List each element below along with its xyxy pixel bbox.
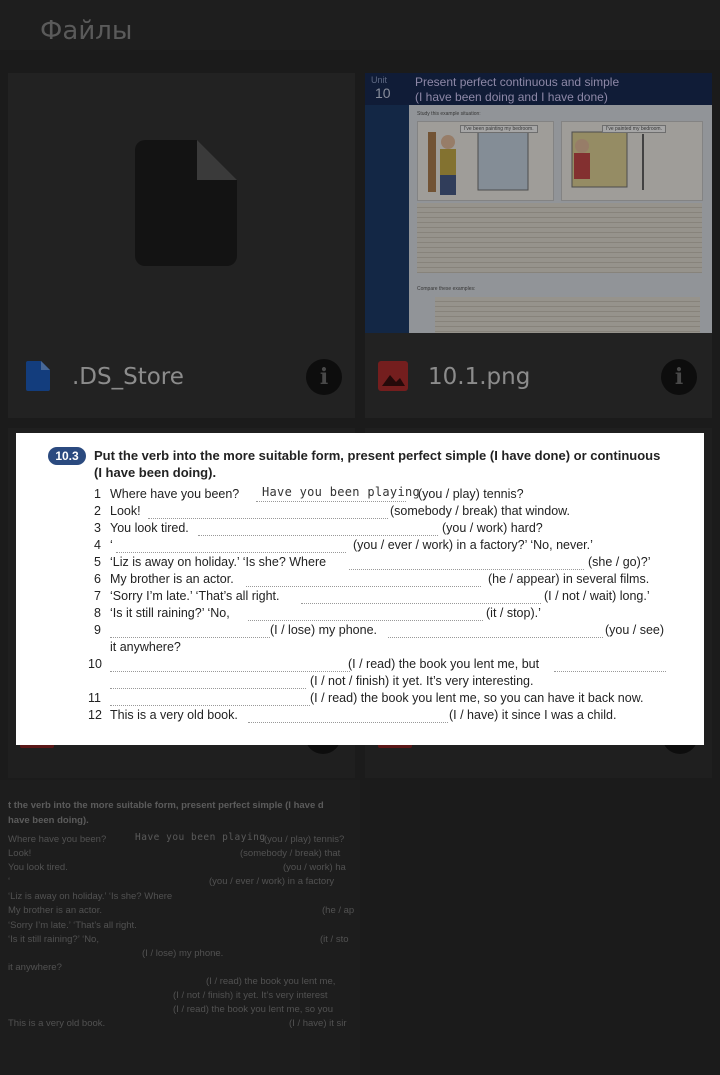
file-name: 10.1.png bbox=[428, 364, 531, 390]
app-title: Файлы bbox=[40, 16, 133, 46]
thumbnail-caption: Compare these examples: bbox=[417, 286, 476, 292]
preview-instruction: have been doing). bbox=[8, 815, 89, 826]
item-number: 9 bbox=[94, 623, 101, 637]
unit-subheading: (I have been doing and I have done) bbox=[415, 90, 608, 104]
item-number: 6 bbox=[94, 572, 101, 586]
answer-blank bbox=[246, 586, 481, 587]
preview-prompt: Look! bbox=[8, 848, 32, 859]
item-hint: (I / not / wait) long.’ bbox=[544, 589, 650, 603]
answer-blank bbox=[248, 620, 483, 621]
item-hint: (I / lose) my phone. bbox=[270, 623, 377, 637]
item-number: 8 bbox=[94, 606, 101, 620]
item-number: 2 bbox=[94, 504, 101, 518]
answer-blank bbox=[248, 722, 448, 723]
preview-hint: (somebody / break) that bbox=[240, 848, 341, 859]
item-hint: (I / read) the book you lent me, but bbox=[348, 657, 540, 671]
preview-answer: Have you been playing bbox=[135, 832, 266, 843]
instruction-line: Put the verb into the more suitable form, present perfect simple (I have done) or continuous bbox=[94, 448, 661, 463]
preview-hint: (I / not / finish) it yet. It’s very interest bbox=[173, 990, 328, 1001]
instruction-line: (I have been doing). bbox=[94, 465, 217, 480]
answer-blank bbox=[388, 637, 603, 638]
thumbnail-caption: Study this example situation: bbox=[417, 111, 481, 117]
item-hint: (you / ever / work) in a factory?’ ‘No, never.’ bbox=[353, 538, 593, 552]
preview-instruction: t the verb into the more suitable form, present perfect simple (I have d bbox=[8, 800, 324, 811]
item-answer: Have you been playing bbox=[262, 485, 421, 499]
preview-prompt: You look tired. bbox=[8, 862, 68, 873]
item-number: 7 bbox=[94, 589, 101, 603]
item-hint: (you / see) bbox=[605, 623, 665, 637]
item-prompt: ‘Sorry I’m late.’ ‘That’s all right. bbox=[110, 589, 280, 603]
preview-prompt: ‘Sorry I’m late.’ ‘That’s all right. bbox=[8, 920, 137, 931]
preview-hint: (you / work) ha bbox=[283, 862, 346, 873]
item-number: 12 bbox=[88, 708, 102, 722]
preview-prompt: ‘Is it still raining?’ ‘No, bbox=[8, 934, 99, 945]
item-hint: (she / go)?’ bbox=[588, 555, 651, 569]
answer-blank bbox=[256, 501, 406, 502]
file-name: .DS_Store bbox=[72, 364, 184, 390]
item-prompt: ‘Is it still raining?’ ‘No, bbox=[110, 606, 230, 620]
item-hint: (you / play) tennis? bbox=[418, 487, 524, 501]
preview-prompt: ‘Liz is away on holiday.’ ‘Is she? Where bbox=[8, 891, 173, 902]
item-hint: (I / have) it since I was a child. bbox=[449, 708, 617, 722]
item-continuation: it anywhere? bbox=[110, 640, 181, 654]
preview-hint: (I / read) the book you lent me, so you bbox=[173, 1004, 334, 1015]
answer-blank bbox=[554, 671, 666, 672]
item-hint: (it / stop).’ bbox=[486, 606, 541, 620]
item-number: 1 bbox=[94, 487, 101, 501]
exercise-image-popup[interactable] bbox=[16, 433, 704, 745]
preview-prompt: Where have you been? bbox=[8, 834, 107, 845]
preview-hint: (I / read) the book you lent me, bbox=[206, 976, 336, 987]
answer-blank bbox=[110, 637, 270, 638]
panel-label: I've painted my bedroom. bbox=[602, 125, 666, 133]
info-button[interactable]: i bbox=[661, 359, 697, 395]
item-hint: (somebody / break) that window. bbox=[390, 504, 570, 518]
answer-blank bbox=[198, 535, 438, 536]
item-prompt: My brother is an actor. bbox=[110, 572, 234, 586]
item-number: 11 bbox=[88, 691, 101, 705]
item-number: 3 bbox=[94, 521, 101, 535]
info-button[interactable]: i bbox=[306, 359, 342, 395]
answer-blank bbox=[110, 671, 350, 672]
answer-blank bbox=[349, 569, 584, 570]
item-hint: (I / not / finish) it yet. It’s very interesting. bbox=[310, 674, 534, 688]
panel-label: I've been painting my bedroom. bbox=[460, 125, 538, 133]
item-hint: (he / appear) in several films. bbox=[488, 572, 650, 586]
preview-hint: (it / sto bbox=[320, 934, 349, 945]
preview-prompt: This is a very old book. bbox=[8, 1018, 106, 1029]
answer-blank bbox=[116, 552, 346, 553]
item-prompt: This is a very old book. bbox=[110, 708, 238, 722]
preview-hint: (I / have) it sir bbox=[289, 1018, 347, 1029]
unit-number: 10 bbox=[375, 85, 391, 101]
preview-hint: (you / ever / work) in a factory bbox=[209, 876, 335, 887]
item-number: 5 bbox=[94, 555, 101, 569]
unit-label: Unit bbox=[371, 75, 388, 85]
exercise-number: 10.3 bbox=[48, 447, 86, 465]
preview-hint: (he / ap bbox=[322, 905, 355, 916]
preview-hint: (you / play) tennis? bbox=[264, 834, 345, 845]
item-prompt: Where have you been? bbox=[110, 487, 240, 501]
answer-blank bbox=[110, 688, 306, 689]
item-prompt: ‘ bbox=[110, 538, 113, 552]
unit-heading: Present perfect continuous and simple bbox=[415, 75, 620, 89]
preview-prompt: My brother is an actor. bbox=[8, 905, 102, 916]
answer-blank bbox=[110, 705, 310, 706]
preview-prompt: it anywhere? bbox=[8, 962, 62, 973]
answer-blank bbox=[148, 518, 388, 519]
item-number: 4 bbox=[94, 538, 101, 552]
preview-hint: (I / lose) my phone. bbox=[142, 948, 224, 959]
item-number: 10 bbox=[88, 657, 102, 671]
item-hint: (I / read) the book you lent me, so you can have it back now. bbox=[310, 691, 644, 705]
preview-prompt: ‘ bbox=[8, 876, 11, 887]
item-prompt: Look! bbox=[110, 504, 141, 518]
item-hint: (you / work) hard? bbox=[442, 521, 543, 535]
item-prompt: You look tired. bbox=[110, 521, 189, 535]
item-prompt: ‘Liz is away on holiday.’ ‘Is she? Where bbox=[110, 555, 327, 569]
answer-blank bbox=[301, 603, 541, 604]
